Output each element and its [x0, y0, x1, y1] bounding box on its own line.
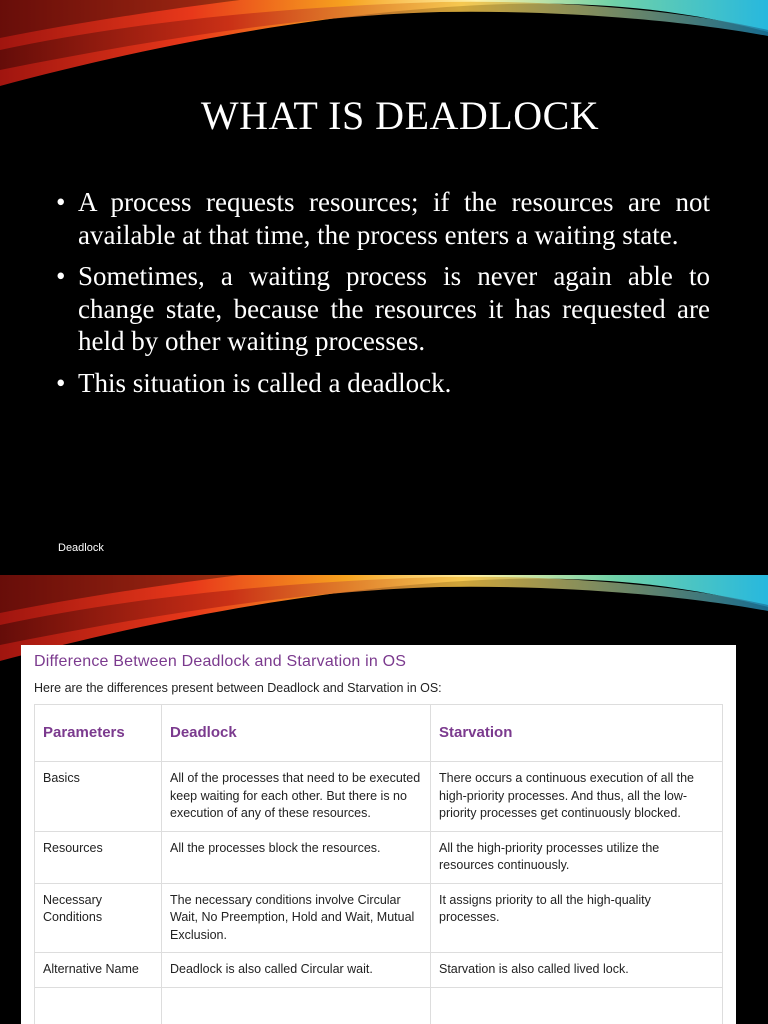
slide-title: WHAT IS DEADLOCK: [200, 93, 600, 138]
table-cell: Starvation is also called lived lock.: [431, 953, 723, 988]
table-row: [35, 831, 723, 883]
slide-deadlock-vs-starvation: [0, 575, 768, 1024]
comparison-panel: [21, 645, 736, 1024]
table-cell: Necessary Conditions: [35, 883, 162, 953]
bullet-list: [56, 186, 710, 408]
table-row: [35, 953, 723, 988]
table-cell: Basics: [35, 762, 162, 832]
bullet-item: [56, 186, 710, 251]
table-cell: Alternative Name: [35, 953, 162, 988]
table-cell: Deadlock is also called Circular wait.: [162, 953, 431, 988]
table-cell: [35, 987, 162, 1024]
table-row: [35, 987, 723, 1024]
table-cell: The necessary conditions involve Circular Wait, No Preemption, Hold and Wait, Mutual Exclusion.: [162, 883, 431, 953]
header-parameters: Parameters: [35, 705, 162, 762]
table-row: [35, 883, 723, 953]
bullet-text: This situation is called a deadlock.: [78, 367, 452, 398]
table-cell: [162, 987, 431, 1024]
bullet-item: [56, 367, 710, 400]
table-cell: All the high-priority processes utilize the resources continuously.: [431, 831, 723, 883]
table-row: [35, 762, 723, 832]
header-deadlock: Deadlock: [162, 705, 431, 762]
table-header-row: [35, 705, 723, 762]
table-cell: There occurs a continuous execution of all the high-priority processes. And thus, all the low-priority processes get continuously blocked.: [431, 762, 723, 832]
decorative-swoosh: [0, 0, 768, 100]
bullet-text: A process requests resources; if the resources are not available at that time, the process enters a waiting state.: [78, 187, 710, 250]
table-cell: It assigns priority to all the high-quality processes.: [431, 883, 723, 953]
intro-text: Here are the differences present between Deadlock and Starvation in OS:: [34, 681, 442, 695]
comparison-table: [34, 704, 723, 1024]
bullet-item: [56, 260, 710, 358]
header-starvation: Starvation: [431, 705, 723, 762]
bullet-glyph: •: [56, 261, 66, 291]
table-cell: All the processes block the resources.: [162, 831, 431, 883]
section-heading: Difference Between Deadlock and Starvation in OS: [34, 653, 407, 670]
bullet-glyph: •: [56, 187, 66, 217]
table-cell: Resources: [35, 831, 162, 883]
table-cell: [431, 987, 723, 1024]
table-cell: All of the processes that need to be executed keep waiting for each other. But there is no execution of any of these resources.: [162, 762, 431, 832]
slide-footer: Deadlock: [58, 542, 104, 554]
bullet-glyph: •: [56, 367, 66, 398]
bullet-text: Sometimes, a waiting process is never again able to change state, because the resources it has requested are held by other waiting processes.: [78, 261, 710, 356]
